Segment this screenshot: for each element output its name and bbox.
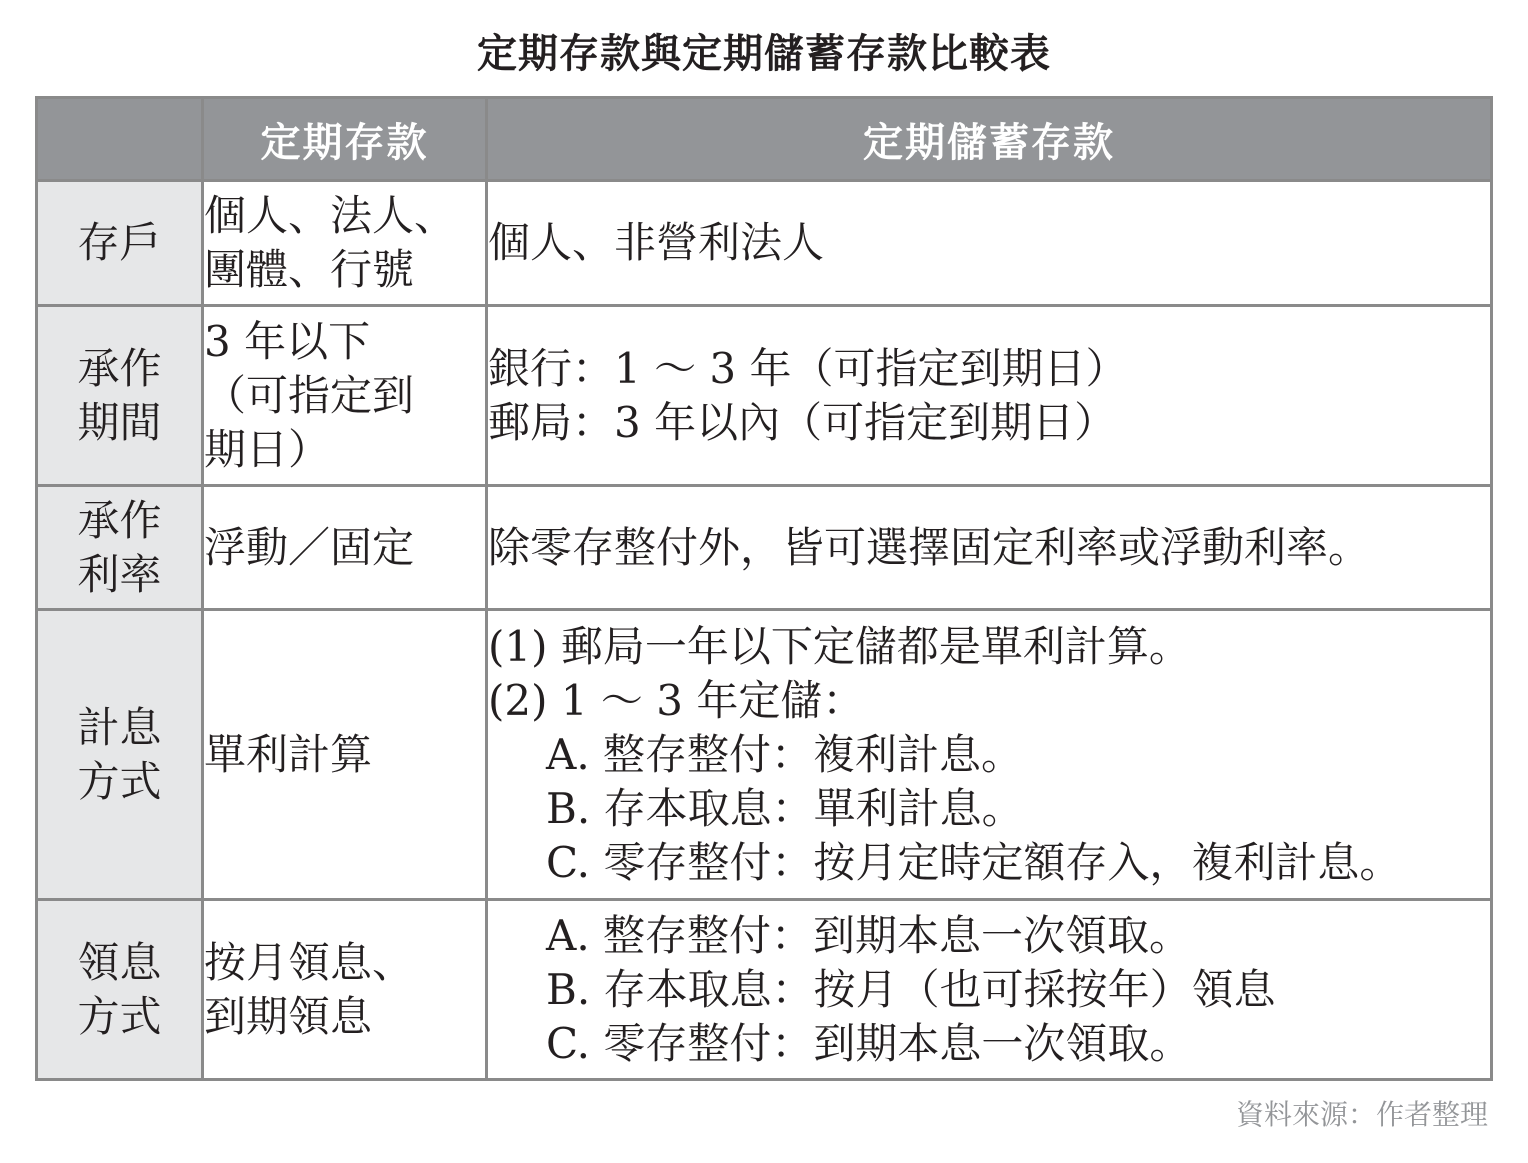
row-label-term xyxy=(37,306,203,486)
cell-fixed-deposit xyxy=(203,486,487,610)
row-label-line: 計息 xyxy=(77,702,162,752)
row-label-interest-method xyxy=(37,610,203,900)
cell-line: 個人、非營利法人 xyxy=(488,218,825,267)
cell-line: A. 整存整付：複利計息。 xyxy=(546,729,1024,779)
cell-fixed-savings-deposit xyxy=(487,181,1492,306)
cell-line: (1) 郵局一年以下定儲都是單利計算。 xyxy=(488,621,1191,671)
row-label-line: 存戶 xyxy=(77,218,162,267)
cell-line: A. 整存整付：到期本息一次領取。 xyxy=(546,910,1192,960)
cell-fixed-deposit xyxy=(203,610,487,900)
header-row xyxy=(37,98,1492,181)
row-label-rate xyxy=(37,486,203,610)
header-fixed-savings-deposit: 定期儲蓄存款 xyxy=(487,98,1492,181)
cell-line: 除零存整付外，皆可選擇固定利率或浮動利率。 xyxy=(488,522,1371,572)
cell-line: 按月領息、 xyxy=(204,937,415,987)
comparison-table xyxy=(35,96,1493,1081)
table-row xyxy=(37,900,1492,1080)
cell-line: 單利計算 xyxy=(204,729,373,779)
cell-line: 到期領息 xyxy=(204,991,373,1041)
cell-line: B. 存本取息：按月（也可採按年）領息 xyxy=(546,964,1276,1014)
row-label-line: 承作 xyxy=(77,495,162,545)
cell-line: C. 零存整付：到期本息一次領取。 xyxy=(546,1018,1192,1068)
cell-line: 期日） xyxy=(204,424,331,474)
cell-fixed-savings-deposit xyxy=(487,306,1492,486)
cell-line: 浮動／固定 xyxy=(204,522,415,572)
cell-line: (2) 1 ～ 3 年定儲： xyxy=(488,675,865,725)
header-blank-cell xyxy=(37,98,203,181)
table-row xyxy=(37,181,1492,306)
table-row xyxy=(37,610,1492,900)
cell-fixed-savings-deposit xyxy=(487,610,1492,900)
source-note: 資料來源：作者整理 xyxy=(1235,1098,1488,1131)
row-label-depositor xyxy=(37,181,203,306)
cell-line: 銀行：1 ～ 3 年（可指定到期日） xyxy=(488,343,1128,393)
cell-fixed-deposit xyxy=(203,900,487,1080)
cell-line: 郵局：3 年以內（可指定到期日） xyxy=(488,397,1117,447)
row-label-line: 領息 xyxy=(77,937,162,987)
cell-line: 3 年以下 xyxy=(204,316,371,366)
cell-line: B. 存本取息：單利計息。 xyxy=(546,783,1024,833)
row-label-line: 利率 xyxy=(77,549,162,599)
table-row xyxy=(37,306,1492,486)
row-label-line: 方式 xyxy=(77,756,162,806)
cell-line: 團體、行號 xyxy=(204,245,415,294)
row-label-line: 方式 xyxy=(77,991,162,1041)
table-title: 定期存款與定期儲蓄存款比較表 xyxy=(477,31,1051,77)
cell-fixed-savings-deposit xyxy=(487,486,1492,610)
cell-line: （可指定到 xyxy=(204,370,415,420)
table-row xyxy=(37,486,1492,610)
header-fixed-deposit: 定期存款 xyxy=(203,98,487,181)
cell-fixed-deposit xyxy=(203,306,487,486)
row-label-interest-collection xyxy=(37,900,203,1080)
cell-fixed-savings-deposit xyxy=(487,900,1492,1080)
row-label-line: 期間 xyxy=(77,397,162,447)
cell-line: 個人、法人、 xyxy=(204,191,457,240)
cell-fixed-deposit xyxy=(203,181,487,306)
cell-line: C. 零存整付：按月定時定額存入，複利計息。 xyxy=(546,837,1402,887)
row-label-line: 承作 xyxy=(77,343,162,393)
